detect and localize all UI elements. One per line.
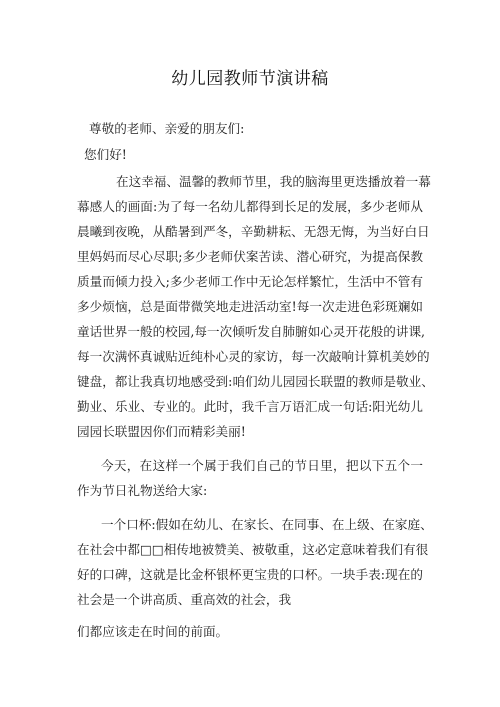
paragraph-1-line-9: 键盘，都让我真切地感受到:咱们幼儿园园长联盟的教师是敬业、 xyxy=(77,374,434,389)
hello-line: 您们好! xyxy=(84,147,127,162)
paragraph-1-line-1: 在这幸福、温馨的教师节里，我的脑海里更迭播放着一幕 xyxy=(116,174,431,189)
greeting-line: 尊敬的老师、亲爱的朋友们: xyxy=(89,121,245,136)
paragraph-1-line-6: 多少烦恼，总是面带微笑地走进活动室!每一次走进色彩斑斓如 xyxy=(77,299,423,314)
paragraph-1-line-2: 幕感人的画面:为了每一名幼儿都得到长足的发展，多少老师从 xyxy=(77,199,423,214)
paragraph-1-line-8: 每一次满怀真诚贴近纯朴心灵的家访，每一次敲响计算机美妙的 xyxy=(77,349,430,364)
paragraph-1-line-3: 晨曦到夜晚，从酷暑到严冬，辛勤耕耘、无怨无悔，为当好白日 xyxy=(77,224,430,239)
paragraph-3-line-4: 社会是一个讲高质、重高效的社会，我 xyxy=(77,592,292,607)
paragraph-3-line-2: 在社会中都□□相传地被赞美、被敬重，这必定意味着我们有很 xyxy=(77,542,429,557)
paragraph-3-line-5: 们都应该走在时间的前面。 xyxy=(77,624,229,639)
paragraph-1-line-4: 里妈妈而尽心尽职;多少老师伏案苦读、潜心研究，为提高保教 xyxy=(77,249,423,264)
paragraph-1-line-5: 质量而倾力投入;多少老师工作中无论怎样繁忙，生活中不管有 xyxy=(77,274,423,289)
paragraph-3-line-1: 一个口杯:假如在幼儿、在家长、在同事、在上级、在家庭、 xyxy=(101,517,433,532)
document-title: 幼儿园教师节演讲稿 xyxy=(171,69,329,89)
paragraph-3-line-3: 好的口碑，这就是比金杯银杯更宝贵的口杯。一块手表:现在的 xyxy=(77,567,423,582)
paragraph-2-line-1: 今天，在这样一个属于我们自己的节日里，把以下五个一 xyxy=(101,458,423,473)
paragraph-2-line-2: 作为节日礼物送给大家: xyxy=(77,483,208,498)
paragraph-1-line-7: 童话世界一般的校园,每一次倾听发自肺腑如心灵开花般的讲课, xyxy=(77,324,426,339)
paragraph-1-line-10: 勤业、乐业、专业的。此时，我千言万语汇成一句话:阳光幼儿 xyxy=(77,399,423,414)
paragraph-1-line-11: 园园长联盟因你们而精彩美丽! xyxy=(77,424,246,439)
